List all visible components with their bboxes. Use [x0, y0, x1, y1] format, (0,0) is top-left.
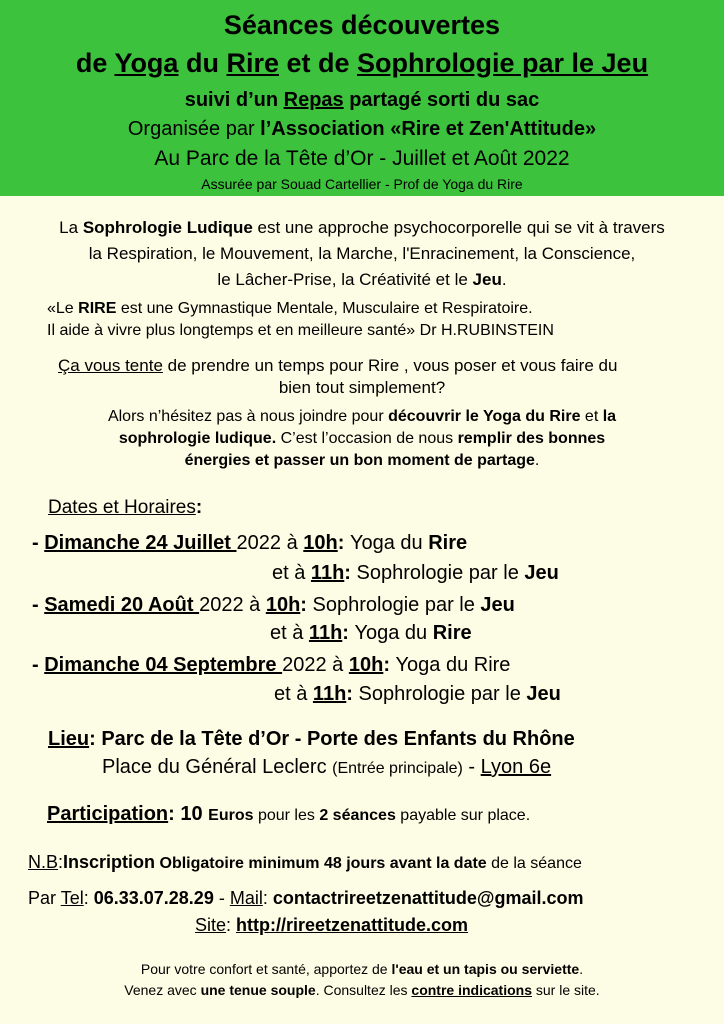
schedule-date-3: - Dimanche 04 Septembre 2022 à 10h: Yoga du Rire [32, 654, 511, 676]
lieu-line-2: Place du Général Leclerc (Entrée principale) - Lyon 6e [102, 756, 552, 778]
participation-line: Participation: 10 Euros pour les 2 séances payable sur place. [47, 803, 531, 825]
intro-line-3: le Lâcher-Prise, la Créativité et le Jeu. [217, 270, 507, 289]
quote-line-2: Il aide à vivre plus longtemps et en meilleure santé» Dr H.RUBINSTEIN [47, 322, 554, 339]
schedule-title: Dates et Horaires: [48, 497, 203, 518]
header-instructor: Assurée par Souad Cartellier - Prof de Yoga du Rire [201, 176, 523, 192]
schedule-time-3: et à 11h: Sophrologie par le Jeu [274, 683, 561, 705]
header-banner [0, 0, 724, 196]
header-title: Séances découvertes [223, 10, 501, 40]
contact-line: Par Tel: 06.33.07.28.29 - Mail: contactrireetzenattitude@gmail.com [28, 888, 584, 908]
phone-number[interactable]: 06.33.07.28.29 [93, 888, 214, 908]
header-meal-line: suivi d’un Repas partagé sorti du sac [184, 89, 540, 111]
schedule-date-2: - Samedi 20 Août 2022 à 10h: Sophrologie par le Jeu [32, 594, 515, 616]
schedule-time-1: et à 11h: Sophrologie par le Jeu [272, 562, 559, 584]
header-location-dates: Au Parc de la Tête d’Or - Juillet et Août 2022 [154, 147, 570, 170]
email-link[interactable]: contactrireetzenattitude@gmail.com [272, 888, 584, 908]
schedule-time-2: et à 11h: Yoga du Rire [270, 622, 472, 644]
header-organizer: Organisée par l’Association «Rire et Zen'Attitude» [127, 118, 597, 140]
site-line: Site: http://rireetzenattitude.com [195, 915, 469, 935]
header-subtitle: de Yoga du Rire et de Sophrologie par le Jeu [75, 48, 649, 78]
invite-line-3: énergies et passer un bon moment de partage. [184, 452, 540, 469]
intro-line-2: la Respiration, le Mouvement, la Marche, l'Enracinement, la Conscience, [88, 244, 636, 263]
quote-line-1: «Le RIRE est une Gymnastique Mentale, Musculaire et Respiratoire. [47, 300, 533, 317]
footer-line-2: Venez avec une tenue souple. Consultez les contre indications sur le site. [124, 982, 600, 998]
footer-line-1: Pour votre confort et santé, apportez de l'eau et un tapis ou serviette. [140, 961, 584, 977]
invite-line-2: sophrologie ludique. C’est l’occasion de nous remplir des bonnes [118, 430, 606, 447]
question-line-1: Ça vous tente de prendre un temps pour Rire , vous poser et vous faire du [58, 356, 618, 375]
website-link[interactable]: http://rireetzenattitude.com [236, 915, 469, 935]
lieu-line-1: Lieu: Parc de la Tête d’Or - Porte des Enfants du Rhône [48, 728, 575, 750]
intro-line-1: La Sophrologie Ludique est une approche psychocorporelle qui se vit à travers [59, 218, 665, 237]
schedule-date-1: - Dimanche 24 Juillet 2022 à 10h: Yoga du Rire [32, 532, 468, 554]
invite-line-1: Alors n’hésitez pas à nous joindre pour découvrir le Yoga du Rire et la [107, 408, 617, 425]
nb-line: N.B:Inscription Obligatoire minimum 48 jours avant la date de la séance [28, 852, 582, 872]
question-line-2: bien tout simplement? [278, 378, 446, 397]
